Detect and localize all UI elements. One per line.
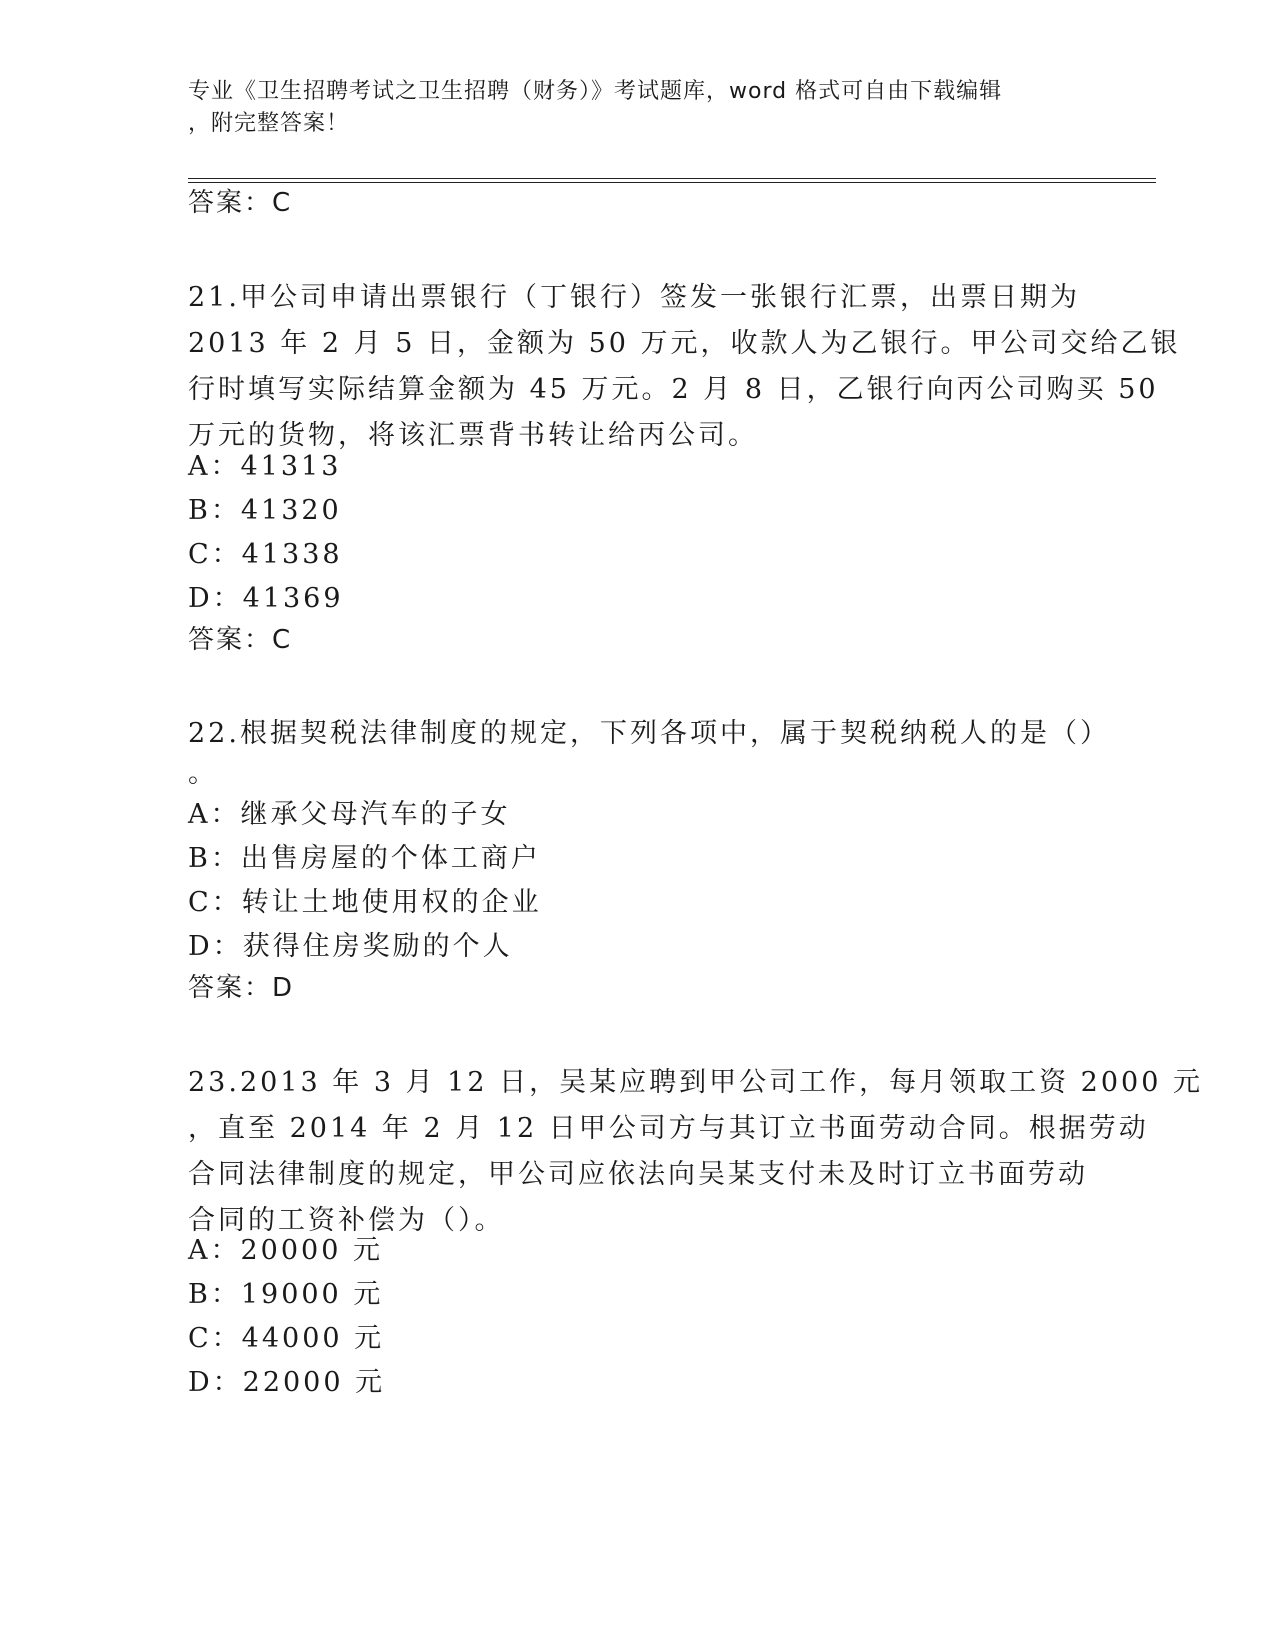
question-line: 行时填写实际结算金额为 45 万元。2 月 8 日，乙银行向丙公司购买 50 xyxy=(188,374,1159,405)
option-c: C：41338 xyxy=(188,539,343,570)
option-d: D：获得住房奖励的个人 xyxy=(188,931,513,962)
option-c: C：44000 元 xyxy=(188,1323,385,1354)
option-d: D：41369 xyxy=(188,583,344,614)
answer-label: 答案：C xyxy=(188,625,293,655)
question-text xyxy=(188,711,1110,791)
question-line: 。 xyxy=(188,758,218,789)
option-b: B：19000 元 xyxy=(188,1279,384,1310)
question-line: 合同法律制度的规定，甲公司应依法向吴某支付未及时订立书面劳动 xyxy=(188,1159,1088,1190)
header-divider-bottom xyxy=(188,182,1156,183)
question-line: 22.根据契税法律制度的规定，下列各项中，属于契税纳税人的是（） xyxy=(188,718,1110,749)
answer-label: 答案：D xyxy=(188,973,295,1003)
question-line: 2013 年 2 月 5 日，金额为 50 万元，收款人为乙银行。甲公司交给乙银 xyxy=(188,328,1181,359)
option-a: A：41313 xyxy=(188,451,342,482)
header-divider-top xyxy=(188,178,1156,179)
document-header xyxy=(188,76,1068,140)
option-d: D：22000 元 xyxy=(188,1367,386,1398)
option-c: C：转让土地使用权的企业 xyxy=(188,887,542,918)
option-b: B：41320 xyxy=(188,495,342,526)
question-text xyxy=(188,1060,1203,1244)
question-line: 23.2013 年 3 月 12 日，吴某应聘到甲公司工作，每月领取工资 2000 元 xyxy=(188,1067,1203,1098)
question-line: 合同的工资补偿为（）。 xyxy=(188,1205,505,1236)
question-text xyxy=(188,275,1181,459)
header-line-2: ，附完整答案！ xyxy=(188,111,350,136)
question-line: 万元的货物，将该汇票背书转让给丙公司。 xyxy=(188,420,758,451)
answer-label: 答案：C xyxy=(188,188,293,218)
question-line: ，直至 2014 年 2 月 12 日甲公司方与其订立书面劳动合同。根据劳动 xyxy=(188,1113,1149,1144)
question-line: 21.甲公司申请出票银行（丁银行）签发一张银行汇票，出票日期为 xyxy=(188,282,1080,313)
option-b: B：出售房屋的个体工商户 xyxy=(188,843,541,874)
option-a: A：20000 元 xyxy=(188,1235,383,1266)
header-line-1: 专业《卫生招聘考试之卫生招聘（财务）》考试题库，word 格式可自由下载编辑 xyxy=(188,79,1003,104)
option-a: A：继承父母汽车的子女 xyxy=(188,799,511,830)
